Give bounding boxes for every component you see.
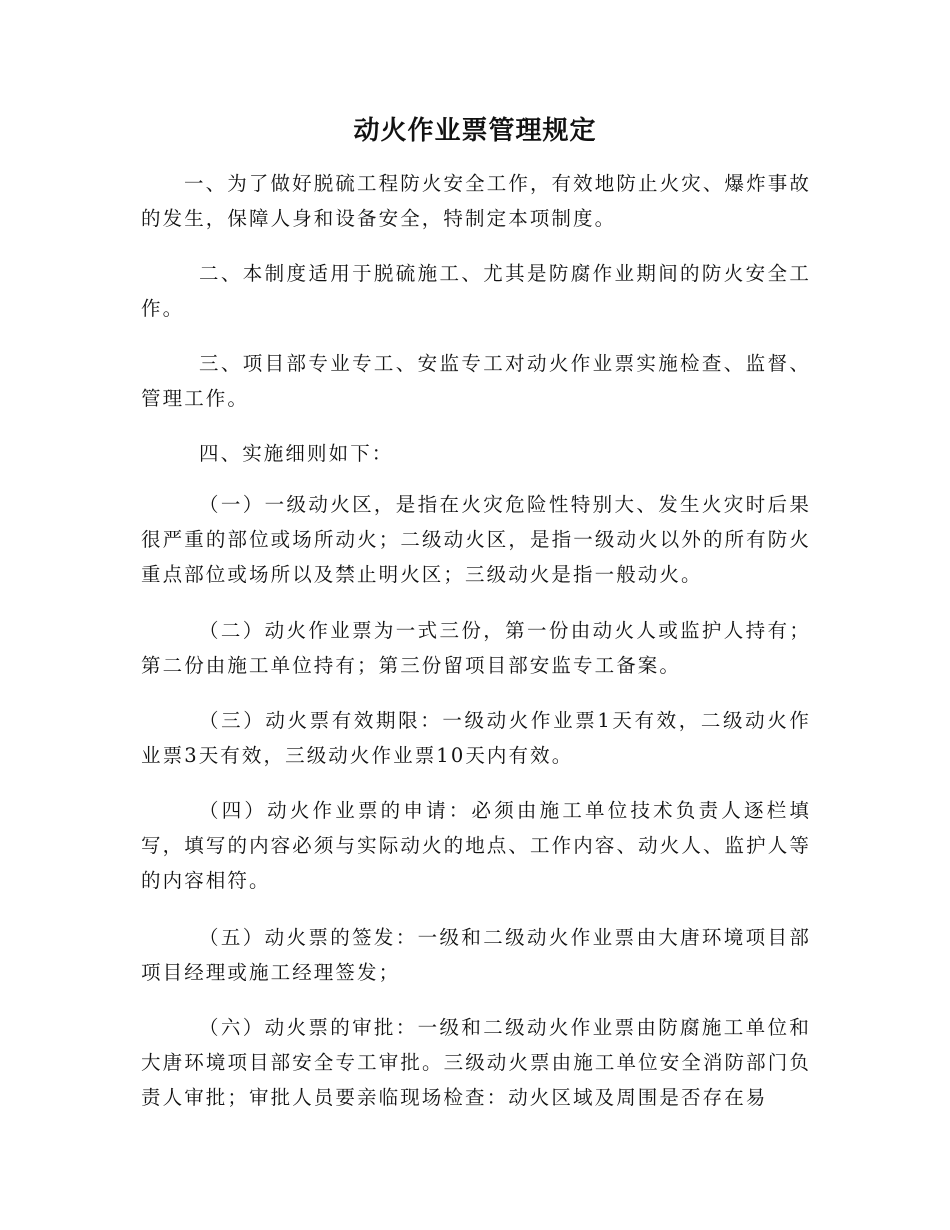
paragraph-responsibility: 三、项目部专业专工、安监专工对动火作业票实施检查、监督、管理工作。 — [141, 352, 811, 410]
paragraph-rule-2-copies: （二）动火作业票为一式三份，第一份由动火人或监护人持有；第二份由施工单位持有；第三份留项目部安监专工备案。 — [141, 619, 811, 677]
paragraph-rule-1-fire-zones: （一）一级动火区，是指在火灾危险性特别大、发生火灾时后果很严重的部位或场所动火；二级动火区，是指一级动火以外的所有防火重点部位或场所以及禁止明火区；三级动火是指一般动火。 — [141, 493, 811, 586]
paragraph-rule-4-application: （四）动火作业票的申请：必须由施工单位技术负责人逐栏填写，填写的内容必须与实际动火的地点、工作内容、动火人、监护人等的内容相符。 — [141, 799, 811, 892]
document-title: 动火作业票管理规定 — [353, 116, 597, 146]
paragraph-rule-5-issuance: （五）动火票的签发：一级和二级动火作业票由大唐环境项目部项目经理或施工经理签发； — [141, 926, 811, 984]
paragraph-rules-heading: 四、实施细则如下： — [199, 442, 394, 465]
paragraph-rule-3-validity: （三）动火票有效期限：一级动火作业票1天有效，二级动火作业票3天有效，三级动火作业票10天内有效。 — [141, 709, 811, 767]
paragraph-scope: 二、本制度适用于脱硫施工、尤其是防腐作业期间的防火安全工作。 — [141, 262, 811, 320]
paragraph-rule-6-approval: （六）动火票的审批：一级和二级动火作业票由防腐施工单位和大唐环境项目部安全专工审批。三级动火票由施工单位安全消防部门负责人审批；审批人员要亲临现场检查：动火区域及周围是否存在易 — [141, 1016, 811, 1109]
paragraph-purpose: 一、为了做好脱硫工程防火安全工作，有效地防止火灾、爆炸事故的发生，保障人身和设备安全，特制定本项制度。 — [141, 172, 811, 230]
